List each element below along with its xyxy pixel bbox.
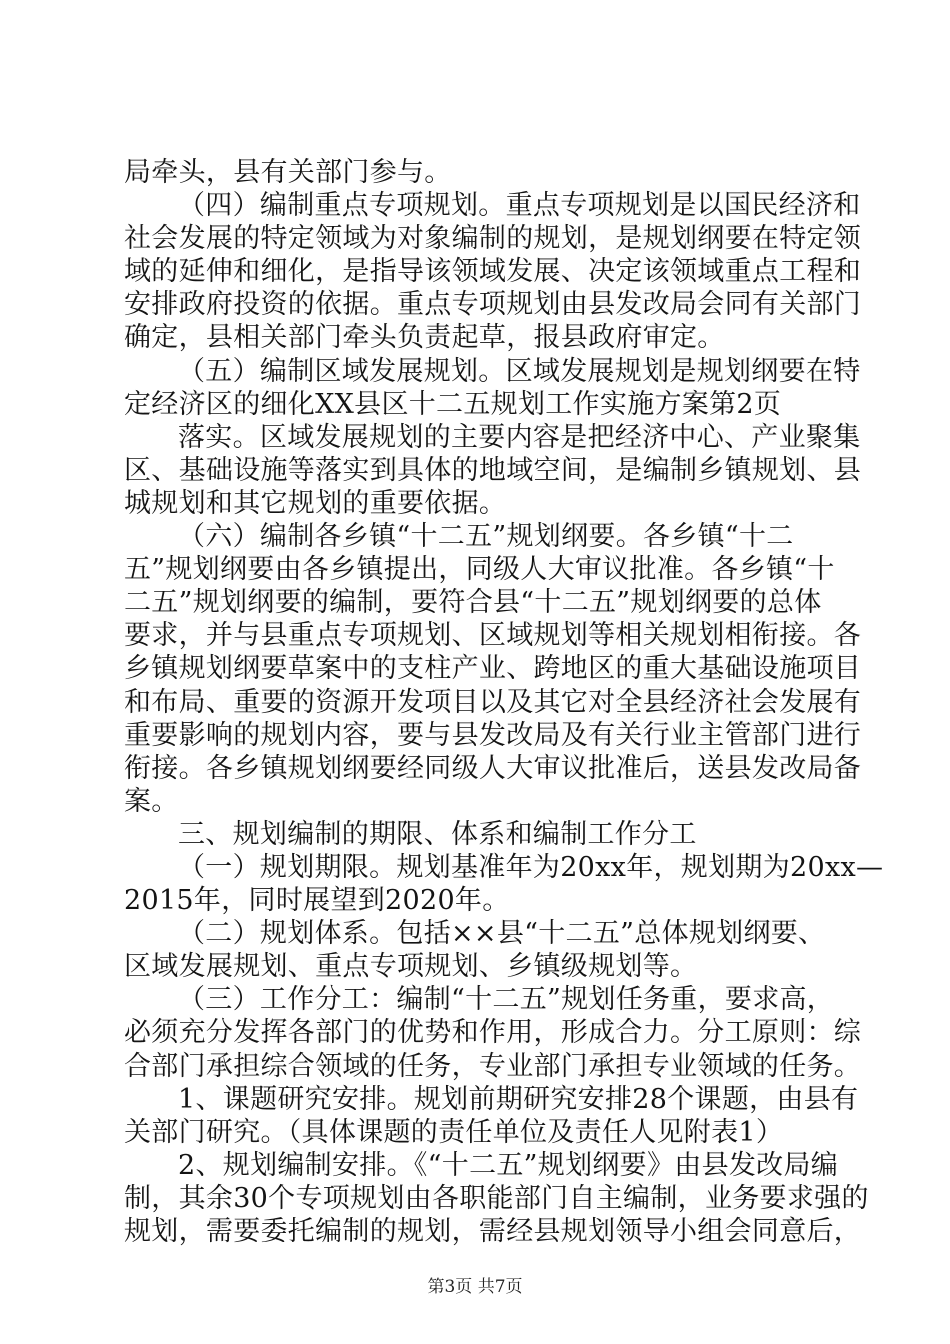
text-line: 区域发展规划、重点专项规划、乡镇级规划等。 (124, 951, 698, 982)
text-line: 域的延伸和细化，是指导该领域发展、决定该领域重点工程和 (124, 256, 862, 287)
text-line: 和布局、重要的资源开发项目以及其它对全县经济社会发展有 (124, 687, 862, 718)
text-line: 必须充分发挥各部门的优势和作用，形成合力。分工原则：综 (124, 1017, 862, 1048)
text-line: 衔接。各乡镇规划纲要经同级人大审议批准后，送县发改局备 (124, 753, 862, 784)
text-line: 安排政府投资的依据。重点专项规划由县发改局会同有关部门 (124, 289, 862, 320)
text-line: 制，其余30个专项规划由各职能部门自主编制，业务要求强的 (124, 1183, 869, 1214)
text-line: 二五”规划纲要的编制，要符合县“十二五”规划纲要的总体 (124, 587, 822, 618)
text-line: 落实。区域发展规划的主要内容是把经济中心、产业聚集 (178, 422, 861, 453)
text-line: （三）工作分工：编制“十二五”规划任务重，要求高， (178, 984, 835, 1015)
text-line: 乡镇规划纲要草案中的支柱产业、跨地区的重大基础设施项目 (124, 653, 862, 684)
text-line: （四）编制重点专项规划。重点专项规划是以国民经济和 (178, 190, 861, 221)
text-line: 规划，需要委托编制的规划，需经县规划领导小组会同意后， (124, 1216, 862, 1247)
text-line: 重要影响的规划内容，要与县发改局及有关行业主管部门进行 (124, 720, 862, 751)
text-line: 案。 (124, 786, 179, 817)
text-line: 1、课题研究安排。规划前期研究安排28个课题，由县有 (178, 1084, 859, 1115)
text-line: 合部门承担综合领域的任务，专业部门承担专业领域的任务。 (124, 1051, 862, 1082)
text-line: 关部门研究。（具体课题的责任单位及责任人见附表1） (124, 1117, 784, 1148)
text-line: 城规划和其它规划的重要依据。 (124, 488, 507, 519)
text-line: （二）规划体系。包括××县“十二五”总体规划纲要、 (178, 918, 826, 949)
text-line: （五）编制区域发展规划。区域发展规划是规划纲要在特 (178, 356, 861, 387)
text-line: 局牵头，县有关部门参与。 (124, 157, 452, 188)
text-line: 要求，并与县重点专项规划、区域规划等相关规划相衔接。各 (124, 620, 862, 651)
text-line: 五”规划纲要由各乡镇提出，同级人大审议批准。各乡镇“十 (124, 554, 835, 585)
text-line: 三、规划编制的期限、体系和编制工作分工 (178, 819, 697, 850)
text-line: 2015年，同时展望到2020年。 (124, 885, 510, 916)
text-line: 区、基础设施等落实到具体的地域空间，是编制乡镇规划、县 (124, 455, 862, 486)
page-footer: 第3页 共7页 (427, 1277, 523, 1297)
text-line: （六）编制各乡镇“十二五”规划纲要。各乡镇“十二 (178, 521, 794, 552)
text-line: 社会发展的特定领域为对象编制的规划，是规划纲要在特定领 (124, 223, 862, 254)
text-line: 确定，县相关部门牵头负责起草，报县政府审定。 (124, 322, 725, 353)
text-line: （一）规划期限。规划基准年为20xx年，规划期为20xx— (178, 852, 884, 883)
text-line: 2、规划编制安排。《“十二五”规划纲要》由县发改局编 (178, 1150, 839, 1181)
text-line: 定经济区的细化XX县区十二五规划工作实施方案第2页 (124, 389, 782, 420)
